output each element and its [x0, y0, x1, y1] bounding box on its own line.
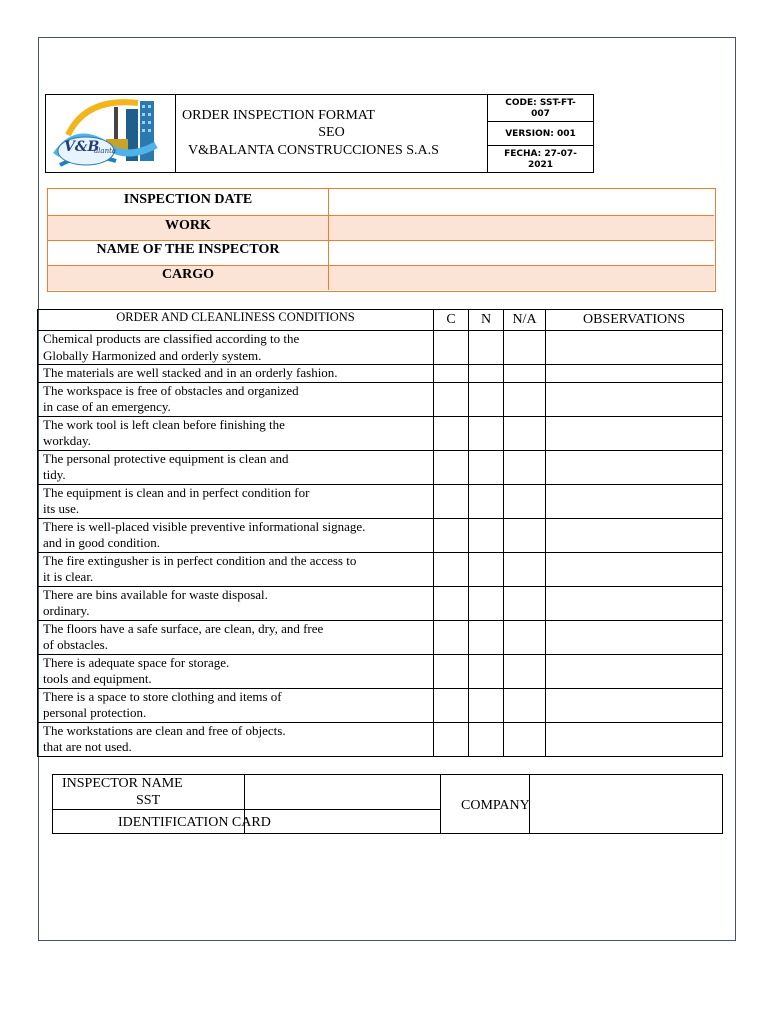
- checklist-item-line: ordinary.: [43, 603, 90, 618]
- checklist-item-text: [38, 552, 434, 586]
- checklist-header-row: [38, 310, 723, 331]
- n-checkbox-cell[interactable]: [469, 586, 504, 620]
- document-control-block: [488, 95, 593, 172]
- checklist-row: [38, 450, 723, 484]
- na-checkbox-cell[interactable]: [504, 484, 546, 518]
- checklist-item-line: tools and equipment.: [43, 671, 152, 686]
- na-checkbox-cell[interactable]: [504, 450, 546, 484]
- checklist-item-text: [38, 416, 434, 450]
- inspector-name-sst-label: [62, 775, 183, 809]
- n-checkbox-cell[interactable]: [469, 552, 504, 586]
- checklist-row: [38, 365, 723, 383]
- checklist-item-text: [38, 688, 434, 722]
- work-label: WORK: [48, 216, 329, 240]
- observations-cell[interactable]: [546, 518, 723, 552]
- checklist-item-line: workday.: [43, 433, 91, 448]
- cargo-label: CARGO: [48, 266, 329, 290]
- cargo-field[interactable]: [329, 266, 714, 290]
- logo-text-alanta: alanta: [94, 147, 117, 155]
- checklist-item-text: [38, 484, 434, 518]
- n-checkbox-cell[interactable]: [469, 484, 504, 518]
- c-checkbox-cell[interactable]: [434, 484, 469, 518]
- n-checkbox-cell[interactable]: [469, 620, 504, 654]
- checklist-item-text: [38, 586, 434, 620]
- c-checkbox-cell[interactable]: [434, 331, 469, 365]
- checklist-item-line: The personal protective equipment is clean and: [43, 450, 289, 466]
- observations-cell[interactable]: [546, 416, 723, 450]
- checklist-item-text: [38, 722, 434, 756]
- header-title-block: [176, 95, 488, 172]
- company-label: COMPANY: [461, 798, 530, 813]
- code-cell: [488, 95, 593, 122]
- c-header: C: [434, 310, 469, 331]
- logo-text-vb: V&B: [64, 139, 100, 155]
- observations-cell[interactable]: [546, 331, 723, 365]
- checklist-row: [38, 552, 723, 586]
- c-checkbox-cell[interactable]: [434, 620, 469, 654]
- checklist-row: [38, 688, 723, 722]
- work-field[interactable]: [329, 216, 714, 240]
- checklist-item-line: tidy.: [43, 467, 66, 482]
- checklist-row: [38, 654, 723, 688]
- checklist-item-line: There is a space to store clothing and items of: [43, 688, 282, 704]
- c-checkbox-cell[interactable]: [434, 586, 469, 620]
- checklist-item-line: of obstacles.: [43, 637, 108, 652]
- checklist-row: [38, 484, 723, 518]
- inspection-info-table: [47, 188, 716, 292]
- na-checkbox-cell[interactable]: [504, 722, 546, 756]
- observations-cell[interactable]: [546, 450, 723, 484]
- n-header: N: [469, 310, 504, 331]
- n-checkbox-cell[interactable]: [469, 654, 504, 688]
- info-row-date: [48, 189, 714, 216]
- inspector-name-label-line1: INSPECTOR NAME: [62, 776, 183, 791]
- observations-cell[interactable]: [546, 688, 723, 722]
- company-logo: [46, 95, 176, 172]
- divider: [440, 775, 441, 833]
- checklist-item-text: [38, 382, 434, 416]
- checklist-item-text: [38, 518, 434, 552]
- c-checkbox-cell[interactable]: [434, 654, 469, 688]
- logo-graphic: [46, 95, 175, 172]
- c-checkbox-cell[interactable]: [434, 722, 469, 756]
- na-checkbox-cell[interactable]: [504, 365, 546, 383]
- na-checkbox-cell[interactable]: [504, 518, 546, 552]
- c-checkbox-cell[interactable]: [434, 365, 469, 383]
- checklist-row: [38, 620, 723, 654]
- checklist-row: [38, 722, 723, 756]
- observations-cell[interactable]: [546, 722, 723, 756]
- checklist-table: [37, 309, 723, 757]
- checklist-row: [38, 518, 723, 552]
- checklist-item-line: The workstations are clean and free of objects.: [43, 722, 286, 738]
- c-checkbox-cell[interactable]: [434, 450, 469, 484]
- document-header: [45, 94, 594, 173]
- na-checkbox-cell[interactable]: [504, 586, 546, 620]
- checklist-item-line: that are not used.: [43, 739, 132, 754]
- signature-table: [52, 774, 723, 834]
- observations-cell[interactable]: [546, 382, 723, 416]
- observations-cell[interactable]: [546, 586, 723, 620]
- n-checkbox-cell[interactable]: [469, 722, 504, 756]
- code-line2: 007: [531, 109, 550, 119]
- n-checkbox-cell[interactable]: [469, 331, 504, 365]
- checklist-item-line: The workspace is free of obstacles and organized: [43, 382, 299, 398]
- na-header: N/A: [504, 310, 546, 331]
- checklist-item-line: personal protection.: [43, 705, 147, 720]
- inspector-name-label-line2: SST: [136, 793, 161, 808]
- observations-cell[interactable]: [546, 365, 723, 383]
- checklist-item-line: Globally Harmonized and orderly system.: [43, 347, 262, 363]
- header-company: V&BALANTA CONSTRUCCIONES S.A.S: [188, 143, 439, 158]
- n-checkbox-cell[interactable]: [469, 365, 504, 383]
- inspector-name-label: NAME OF THE INSPECTOR: [48, 241, 329, 265]
- checklist-item-line: The floors have a safe surface, are clean, dry, and free: [43, 620, 324, 636]
- observations-header: OBSERVATIONS: [546, 310, 723, 331]
- n-checkbox-cell[interactable]: [469, 416, 504, 450]
- n-checkbox-cell[interactable]: [469, 450, 504, 484]
- checklist-item-line: it is clear.: [43, 569, 94, 584]
- inspector-name-field[interactable]: [245, 775, 440, 809]
- c-checkbox-cell[interactable]: [434, 518, 469, 552]
- checklist-row: [38, 586, 723, 620]
- na-checkbox-cell[interactable]: [504, 620, 546, 654]
- inspection-date-field[interactable]: [329, 189, 714, 215]
- c-checkbox-cell[interactable]: [434, 688, 469, 722]
- na-checkbox-cell[interactable]: [504, 552, 546, 586]
- observations-cell[interactable]: [546, 654, 723, 688]
- na-checkbox-cell[interactable]: [504, 688, 546, 722]
- header-title: ORDER INSPECTION FORMAT: [182, 108, 375, 123]
- checklist-item-line: There is well-placed visible preventive informational signage.: [43, 518, 366, 534]
- checklist-item-text: [38, 331, 434, 365]
- checklist-body: [38, 331, 723, 757]
- date-line1: FECHA: 27-07-: [504, 149, 577, 159]
- na-checkbox-cell[interactable]: [504, 382, 546, 416]
- inspector-name-field[interactable]: [329, 241, 714, 265]
- inspection-date-label: INSPECTION DATE: [48, 189, 329, 215]
- checklist-item-text: [38, 365, 434, 383]
- c-checkbox-cell[interactable]: [434, 416, 469, 450]
- identification-card-label: IDENTIFICATION CARD: [118, 815, 271, 830]
- c-checkbox-cell[interactable]: [434, 382, 469, 416]
- divider: [53, 809, 440, 810]
- na-checkbox-cell[interactable]: [504, 416, 546, 450]
- checklist-item-line: and in good condition.: [43, 535, 160, 550]
- checklist-item-line: There is adequate space for storage.: [43, 654, 230, 670]
- observations-cell[interactable]: [546, 552, 723, 586]
- c-checkbox-cell[interactable]: [434, 552, 469, 586]
- checklist-item-line: in case of an emergency.: [43, 399, 171, 414]
- version-cell: VERSION: 001: [488, 122, 593, 146]
- observations-cell[interactable]: [546, 484, 723, 518]
- checklist-row: [38, 382, 723, 416]
- conditions-header: ORDER AND CLEANLINESS CONDITIONS: [38, 310, 434, 331]
- date-cell: [488, 146, 593, 172]
- checklist-item-line: The fire extingusher is in perfect condition and the access to: [43, 552, 357, 568]
- checklist-row: [38, 416, 723, 450]
- code-line1: CODE: SST-FT-: [505, 98, 576, 108]
- n-checkbox-cell[interactable]: [469, 688, 504, 722]
- na-checkbox-cell[interactable]: [504, 654, 546, 688]
- observations-cell[interactable]: [546, 620, 723, 654]
- na-checkbox-cell[interactable]: [504, 331, 546, 365]
- checklist-row: [38, 331, 723, 365]
- checklist-item-line: The equipment is clean and in perfect condition for: [43, 484, 310, 500]
- n-checkbox-cell[interactable]: [469, 382, 504, 416]
- checklist-item-text: [38, 450, 434, 484]
- info-row-work: [48, 216, 714, 241]
- checklist-item-line: There are bins available for waste disposal.: [43, 586, 268, 602]
- checklist-item-line: Chemical products are classified according to the: [43, 331, 300, 346]
- company-field[interactable]: [530, 775, 722, 833]
- n-checkbox-cell[interactable]: [469, 518, 504, 552]
- checklist-item-text: [38, 654, 434, 688]
- checklist-item-text: [38, 620, 434, 654]
- checklist-item-line: its use.: [43, 501, 80, 516]
- info-row-cargo: [48, 266, 714, 290]
- header-subtitle: SEO: [318, 125, 345, 140]
- checklist-item-line: The materials are well stacked and in an orderly fashion.: [43, 365, 338, 380]
- checklist-item-line: The work tool is left clean before finishing the: [43, 416, 285, 432]
- info-row-inspector: [48, 241, 714, 266]
- date-line2: 2021: [527, 160, 554, 170]
